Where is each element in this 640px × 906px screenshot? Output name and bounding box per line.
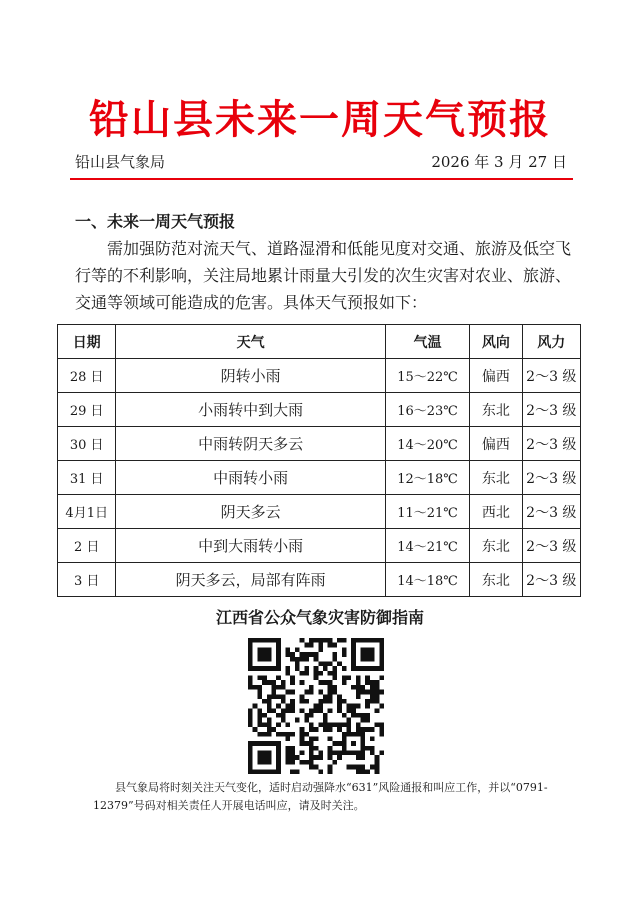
cell-temperature: 12～18℃ [385,461,469,495]
header-date: 日期 [58,325,116,359]
cell-temperature: 16～23℃ [385,393,469,427]
forecast-table [57,324,581,597]
cell-temperature: 15～22℃ [385,359,469,393]
cell-weather: 中到大雨转小雨 [116,529,386,563]
cell-date: 31 日 [58,461,116,495]
footer-notice: 县气象局将时刻关注天气变化，适时启动强降水“631”风险通报和叫应工作，并以“0791-12379”号码对相关责任人开展电话叫应，请及时关注。 [93,781,548,812]
header-temperature: 气温 [385,325,469,359]
cell-temperature: 11～21℃ [385,495,469,529]
cell-wind-force: 2～3 级 [522,563,580,597]
cell-date: 28 日 [58,359,116,393]
cell-wind-direction: 东北 [470,461,522,495]
cell-wind-direction: 偏西 [470,359,522,393]
header-divider [70,178,573,180]
cell-weather: 阴天多云 [116,495,386,529]
section-heading: 一、未来一周天气预报 [75,212,236,231]
cell-wind-direction: 西北 [470,495,522,529]
table-row [58,393,581,427]
header-wind-direction: 风向 [470,325,522,359]
cell-temperature: 14～18℃ [385,563,469,597]
cell-wind-force: 2～3 级 [522,495,580,529]
cell-weather: 阴天多云，局部有阵雨 [116,563,386,597]
table-row [58,495,581,529]
header-wind-force: 风力 [522,325,580,359]
table-row [58,461,581,495]
cell-date: 4月1日 [58,495,116,529]
issuing-organization: 铅山县气象局 [75,153,166,171]
issue-date: 2026 年 3 月 27 日 [431,153,567,171]
cell-temperature: 14～21℃ [385,529,469,563]
cell-date: 30 日 [58,427,116,461]
table-row [58,563,581,597]
cell-weather: 阴转小雨 [116,359,386,393]
cell-wind-force: 2～3 级 [522,461,580,495]
cell-weather: 小雨转中到大雨 [116,393,386,427]
table-row [58,529,581,563]
cell-wind-force: 2～3 级 [522,529,580,563]
cell-temperature: 14～20℃ [385,427,469,461]
document-title: 铅山县未来一周天气预报 [89,96,551,143]
cell-wind-force: 2～3 级 [522,427,580,461]
header-weather: 天气 [116,325,386,359]
table-row [58,359,581,393]
cell-wind-direction: 东北 [470,393,522,427]
cell-wind-direction: 东北 [470,563,522,597]
cell-wind-force: 2～3 级 [522,393,580,427]
section-paragraph: 需加强防范对流天气、道路湿滑和低能见度对交通、旅游及低空飞行等的不利影响，关注局地累计雨量大引发的次生灾害对农业、旅游、交通等领域可能造成的危害。具体天气预报如下： [75,239,572,312]
table-header-row [58,325,581,359]
cell-date: 2 日 [58,529,116,563]
cell-wind-force: 2～3 级 [522,359,580,393]
cell-date: 29 日 [58,393,116,427]
guide-title: 江西省公众气象灾害防御指南 [215,608,424,627]
cell-weather: 中雨转阴天多云 [116,427,386,461]
cell-weather: 中雨转小雨 [116,461,386,495]
cell-date: 3 日 [58,563,116,597]
cell-wind-direction: 偏西 [470,427,522,461]
qr-code-icon [248,638,384,774]
table-row [58,427,581,461]
cell-wind-direction: 东北 [470,529,522,563]
